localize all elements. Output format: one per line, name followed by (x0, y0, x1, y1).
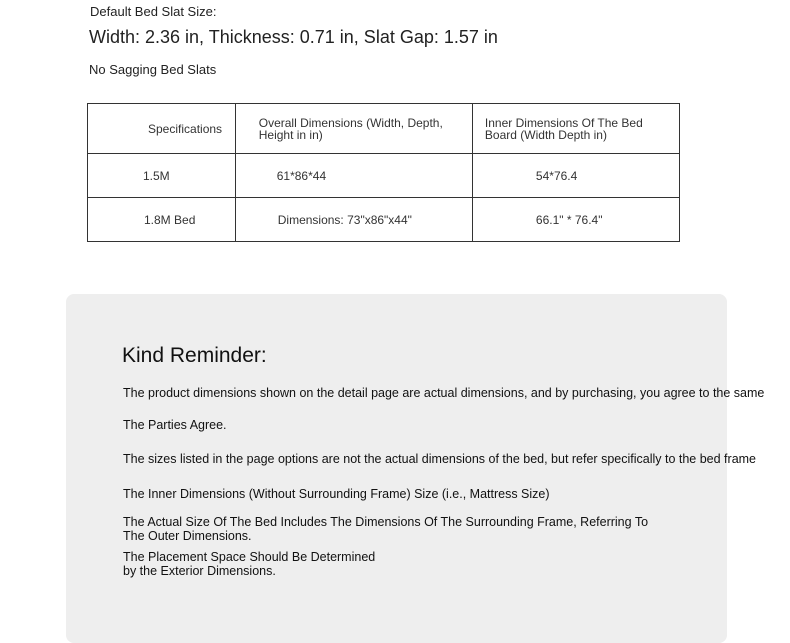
row-inner: 54*76.4 (472, 154, 679, 198)
row-overall: Dimensions: 73"x86"x44" (235, 198, 472, 242)
reminder-line-part: The Outer Dimensions. (123, 529, 252, 543)
table-row (88, 198, 680, 242)
reminder-line: The Parties Agree. (123, 418, 227, 432)
reminder-line (123, 550, 375, 578)
row-spec: 1.5M (88, 154, 236, 198)
reminder-line-part: The Placement Space Should Be Determined (123, 550, 376, 564)
no-sagging-note: No Sagging Bed Slats (89, 62, 217, 77)
header-inner-dimensions: Inner Dimensions Of The Bed Board (Width Depth in) (472, 104, 679, 154)
dimensions-table (87, 103, 680, 242)
reminder-line-part: by the Exterior Dimensions. (123, 564, 276, 578)
reminder-line: The product dimensions shown on the detail page are actual dimensions, and by purchasing, you agree to the same (123, 386, 765, 400)
header-overall-dimensions: Overall Dimensions (Width, Depth, Height in in) (235, 104, 472, 154)
table-row (88, 154, 680, 198)
slat-dimensions: Width: 2.36 in, Thickness: 0.71 in, Slat Gap: 1.57 in (89, 27, 498, 47)
slat-size-label: Default Bed Slat Size: (90, 4, 217, 19)
row-spec: 1.8M Bed (88, 198, 236, 242)
table-header-row (88, 104, 680, 154)
row-inner: 66.1" * 76.4" (472, 198, 679, 242)
reminder-line (123, 515, 648, 543)
reminder-line-part: The Actual Size Of The Bed Includes The Dimensions Of The Surrounding Frame, Referring To (123, 515, 649, 529)
reminder-line: The sizes listed in the page options are not the actual dimensions of the bed, but refer specifically to the bed frame (123, 452, 757, 466)
kind-reminder-panel (66, 294, 765, 643)
reminder-line: The Inner Dimensions (Without Surrounding Frame) Size (i.e., Mattress Size) (123, 487, 550, 501)
reminder-title: Kind Reminder: (122, 344, 267, 367)
row-overall: 61*86*44 (235, 154, 472, 198)
header-specifications: Specifications (88, 104, 236, 154)
